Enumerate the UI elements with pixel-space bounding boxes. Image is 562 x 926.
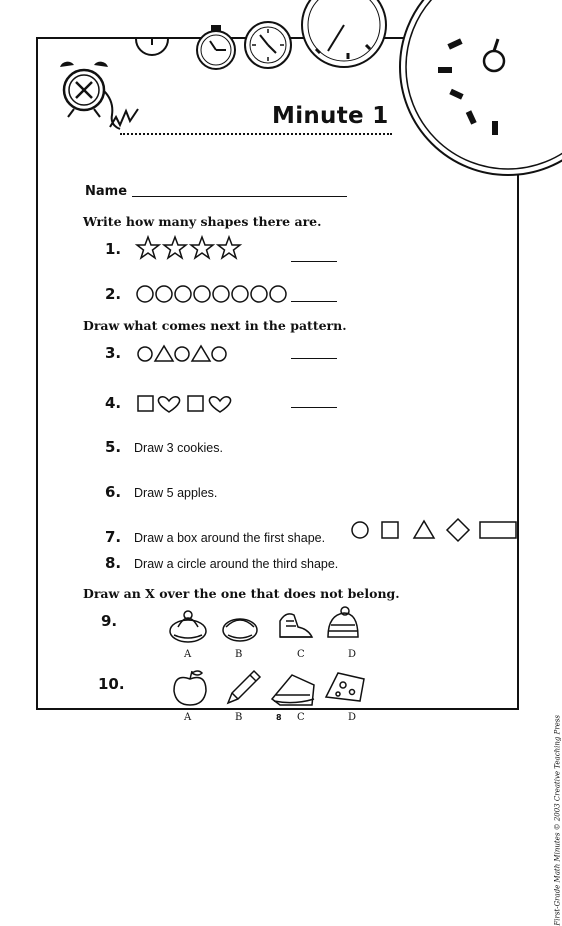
shape-sequence xyxy=(350,516,520,544)
pencil-icon xyxy=(228,671,260,703)
question-text: Draw 3 cookies. xyxy=(134,441,223,455)
heart-shape xyxy=(209,397,230,412)
big-clock-icon xyxy=(400,0,562,175)
option-letter: C xyxy=(297,712,305,723)
title-dotted-rule xyxy=(120,133,392,135)
option-letter: A xyxy=(184,649,192,660)
clock-icon xyxy=(302,0,386,67)
option-letter: C xyxy=(297,649,305,660)
question-number: 5. xyxy=(105,438,122,456)
circle-shape xyxy=(175,347,189,361)
question-number: 9. xyxy=(101,612,118,630)
circle-shape xyxy=(212,347,226,361)
page-title: Minute 1 xyxy=(272,103,389,129)
question-number: 8. xyxy=(105,554,122,572)
option-letter: B xyxy=(235,649,243,660)
square-shape xyxy=(382,522,398,538)
star-icon xyxy=(137,237,159,258)
stars-row xyxy=(136,236,246,262)
clock-icon xyxy=(245,22,291,68)
heart-shape xyxy=(158,397,179,412)
stocking-cap-icon xyxy=(328,607,358,637)
triangle-shape xyxy=(192,346,210,361)
count-instruction: Write how many shapes there are. xyxy=(83,214,322,229)
star-icon xyxy=(218,237,240,258)
question-number: 1. xyxy=(105,240,122,258)
star-icon xyxy=(191,237,213,258)
answer-line[interactable] xyxy=(291,301,337,302)
circle-shape xyxy=(251,286,267,302)
question-number: 4. xyxy=(105,394,122,412)
name-label: Name xyxy=(85,184,128,199)
triangle-shape xyxy=(155,346,173,361)
circle-shape xyxy=(138,347,152,361)
question-number: 10. xyxy=(98,675,125,693)
sandwich-icon xyxy=(272,675,314,705)
star-icon xyxy=(164,237,186,258)
square-shape xyxy=(188,396,203,411)
food-items-row xyxy=(168,665,388,709)
circle-shape xyxy=(156,286,172,302)
diamond-shape xyxy=(447,519,469,541)
circle-shape xyxy=(137,286,153,302)
question-number: 7. xyxy=(105,528,122,546)
question-number: 2. xyxy=(105,285,122,303)
option-letter: D xyxy=(348,649,357,660)
slipper-icon xyxy=(223,619,257,641)
answer-line[interactable] xyxy=(291,261,337,262)
triangle-shape xyxy=(414,521,434,538)
apple-icon xyxy=(174,671,206,705)
answer-line[interactable] xyxy=(291,407,337,408)
sneaker-icon xyxy=(280,614,312,637)
clothing-items-row xyxy=(168,605,388,647)
circle-shape xyxy=(175,286,191,302)
copyright-notice: First-Grade Math Minutes © 2003 Creative Teaching Press xyxy=(554,715,562,926)
clock-icon xyxy=(136,39,168,55)
circle-shape xyxy=(352,522,368,538)
cheese-icon xyxy=(326,673,364,701)
odd-one-instruction: Draw an X over the one that does not belong. xyxy=(83,586,400,601)
alarm-clock-icon xyxy=(60,62,138,129)
pattern-row-square-heart xyxy=(136,393,246,415)
option-letter: A xyxy=(184,712,192,723)
square-shape xyxy=(138,396,153,411)
worksheet-frame xyxy=(36,37,519,723)
rectangle-shape xyxy=(480,522,516,538)
option-letter: B xyxy=(235,712,243,723)
page-number: 8 xyxy=(276,713,282,722)
circle-shape xyxy=(213,286,229,302)
pattern-row-circle-triangle xyxy=(136,343,236,365)
question-number: 6. xyxy=(105,483,122,501)
question-text: Draw a circle around the third shape. xyxy=(134,557,339,571)
answer-line[interactable] xyxy=(291,358,337,359)
circles-row xyxy=(136,284,286,306)
name-line xyxy=(132,196,347,197)
mitten-icon xyxy=(170,611,206,642)
clock-icon xyxy=(197,25,235,69)
circle-shape xyxy=(270,286,286,302)
question-text: Draw 5 apples. xyxy=(134,486,218,500)
circle-shape xyxy=(194,286,210,302)
option-letter: D xyxy=(348,712,357,723)
pattern-instruction: Draw what comes next in the pattern. xyxy=(83,318,347,333)
question-number: 3. xyxy=(105,344,122,362)
circle-shape xyxy=(232,286,248,302)
question-text: Draw a box around the first shape. xyxy=(134,531,326,545)
